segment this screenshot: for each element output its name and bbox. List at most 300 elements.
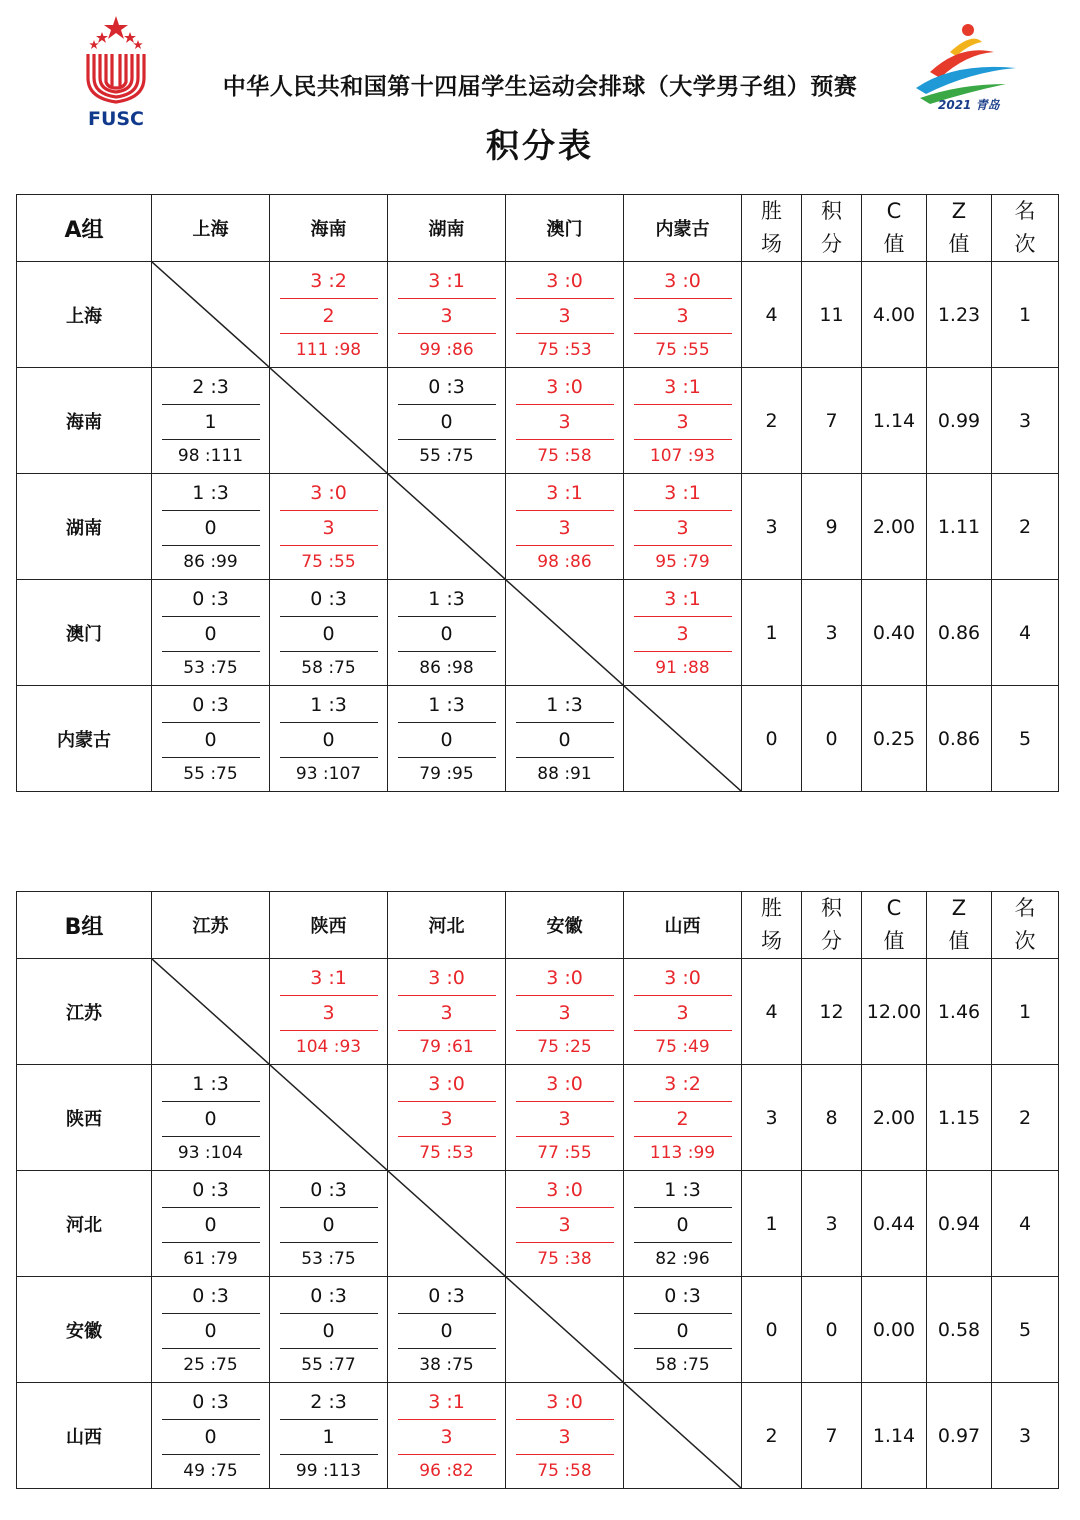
match-result-cell xyxy=(506,686,624,792)
match-result xyxy=(506,264,623,366)
match-result xyxy=(388,370,505,472)
rally-points: 91 :88 xyxy=(655,657,710,678)
match-result-cell xyxy=(152,474,270,580)
match-result xyxy=(270,961,387,1063)
z-value: 0.99 xyxy=(927,368,992,474)
set-score: 1 :3 xyxy=(516,688,614,723)
rally-points: 61 :79 xyxy=(183,1248,238,1269)
rank-value: 3 xyxy=(992,368,1059,474)
row-team-name: 海南 xyxy=(17,368,152,474)
row-team-name: 上海 xyxy=(17,262,152,368)
points-value: 3 xyxy=(802,1171,862,1277)
set-score: 3 :0 xyxy=(516,961,614,996)
c-value: 12.00 xyxy=(862,959,927,1065)
c-value: 2.00 xyxy=(862,474,927,580)
match-points: 3 xyxy=(634,511,732,546)
table-header-row xyxy=(17,892,1059,959)
column-team-name: 安徽 xyxy=(506,892,624,959)
set-score: 0 :3 xyxy=(162,1385,260,1420)
rally-points: 98 :86 xyxy=(537,551,592,572)
set-score: 1 :3 xyxy=(398,688,496,723)
set-score: 1 :3 xyxy=(162,476,260,511)
diagonal-cell xyxy=(152,262,270,368)
rank-value: 1 xyxy=(992,262,1059,368)
rally-points: 58 :75 xyxy=(655,1354,710,1375)
match-result-cell xyxy=(270,1171,388,1277)
match-points: 1 xyxy=(162,405,260,440)
rally-points: 55 :77 xyxy=(301,1354,356,1375)
set-score: 3 :1 xyxy=(398,264,496,299)
diagonal-line xyxy=(624,1383,741,1488)
match-result xyxy=(506,476,623,578)
set-score: 0 :3 xyxy=(162,1173,260,1208)
table-row xyxy=(17,1171,1059,1277)
wins-value: 2 xyxy=(742,368,802,474)
match-result-cell xyxy=(270,262,388,368)
match-result xyxy=(624,264,741,366)
stat-header-cell xyxy=(742,195,802,262)
match-points: 3 xyxy=(516,996,614,1031)
set-score: 0 :3 xyxy=(162,1279,260,1314)
points-value: 0 xyxy=(802,1277,862,1383)
row-team-name: 江苏 xyxy=(17,959,152,1065)
set-score: 0 :3 xyxy=(280,582,378,617)
wins-value: 4 xyxy=(742,262,802,368)
c-value: 2.00 xyxy=(862,1065,927,1171)
stat-header: Z值 xyxy=(948,896,970,953)
diagonal-line xyxy=(624,686,741,791)
match-result-cell xyxy=(152,686,270,792)
match-result-cell xyxy=(152,1277,270,1383)
stat-header: 积分 xyxy=(821,896,842,953)
z-value: 0.86 xyxy=(927,580,992,686)
table-row xyxy=(17,368,1059,474)
column-team-name: 江苏 xyxy=(152,892,270,959)
match-result xyxy=(506,688,623,790)
set-score: 2 :3 xyxy=(280,1385,378,1420)
stat-header: C值 xyxy=(883,896,905,953)
stat-header: 名次 xyxy=(1014,199,1036,256)
group-name: B组 xyxy=(17,892,152,959)
match-result xyxy=(270,688,387,790)
match-points: 3 xyxy=(280,996,378,1031)
match-result-cell xyxy=(388,368,506,474)
rank-value: 3 xyxy=(992,1383,1059,1489)
row-team-name: 河北 xyxy=(17,1171,152,1277)
rally-points: 107 :93 xyxy=(649,445,716,466)
match-result-cell xyxy=(506,959,624,1065)
rally-points: 25 :75 xyxy=(183,1354,238,1375)
rally-points: 75 :38 xyxy=(537,1248,592,1269)
points-value: 0 xyxy=(802,686,862,792)
table-row xyxy=(17,959,1059,1065)
match-result xyxy=(152,1385,269,1487)
match-points: 0 xyxy=(162,511,260,546)
rally-points: 93 :104 xyxy=(177,1142,244,1163)
match-result-cell xyxy=(270,580,388,686)
diagonal-cell xyxy=(152,959,270,1065)
match-result xyxy=(152,688,269,790)
page-subtitle: 积分表 xyxy=(486,126,594,165)
group-name: A组 xyxy=(17,195,152,262)
match-points: 3 xyxy=(516,299,614,334)
set-score: 0 :3 xyxy=(280,1173,378,1208)
stat-header-cell xyxy=(927,195,992,262)
z-value: 1.11 xyxy=(927,474,992,580)
match-result-cell xyxy=(506,1065,624,1171)
match-points: 3 xyxy=(398,1102,496,1137)
match-result-cell xyxy=(624,368,742,474)
diagonal-line xyxy=(506,580,623,685)
match-result-cell xyxy=(624,580,742,686)
diagonal-cell xyxy=(506,1277,624,1383)
set-score: 3 :1 xyxy=(634,582,732,617)
match-points: 2 xyxy=(280,299,378,334)
match-result-cell xyxy=(624,1065,742,1171)
match-points: 3 xyxy=(516,1420,614,1455)
match-result xyxy=(270,476,387,578)
column-team-name: 澳门 xyxy=(506,195,624,262)
points-value: 7 xyxy=(802,1383,862,1489)
match-result xyxy=(388,264,505,366)
match-points: 3 xyxy=(634,299,732,334)
match-result-cell xyxy=(388,262,506,368)
match-points: 3 xyxy=(516,511,614,546)
match-result-cell xyxy=(388,959,506,1065)
match-points: 0 xyxy=(516,723,614,758)
rank-value: 2 xyxy=(992,474,1059,580)
z-value: 0.86 xyxy=(927,686,992,792)
match-result-cell xyxy=(270,1277,388,1383)
match-result xyxy=(506,1385,623,1487)
match-result xyxy=(270,1385,387,1487)
match-points: 0 xyxy=(280,723,378,758)
rank-value: 5 xyxy=(992,686,1059,792)
set-score: 1 :3 xyxy=(634,1173,732,1208)
stat-header: 积分 xyxy=(821,199,842,256)
z-value: 0.58 xyxy=(927,1277,992,1383)
table-row xyxy=(17,1277,1059,1383)
c-value: 0.40 xyxy=(862,580,927,686)
rally-points: 79 :95 xyxy=(419,763,474,784)
z-value: 1.15 xyxy=(927,1065,992,1171)
c-value: 1.14 xyxy=(862,1383,927,1489)
match-result xyxy=(624,1173,741,1275)
set-score: 3 :0 xyxy=(398,1067,496,1102)
match-result xyxy=(506,1067,623,1169)
match-result xyxy=(388,688,505,790)
wins-value: 1 xyxy=(742,1171,802,1277)
points-value: 12 xyxy=(802,959,862,1065)
column-team-name: 上海 xyxy=(152,195,270,262)
match-points: 3 xyxy=(398,1420,496,1455)
stat-header: 胜场 xyxy=(761,896,782,953)
table-header-row xyxy=(17,195,1059,262)
match-result-cell xyxy=(152,1171,270,1277)
rally-points: 96 :82 xyxy=(419,1460,474,1481)
diagonal-cell xyxy=(388,1171,506,1277)
rally-points: 55 :75 xyxy=(183,763,238,784)
set-score: 3 :1 xyxy=(634,476,732,511)
fusc-logo-text: FUSC xyxy=(87,108,145,130)
match-points: 0 xyxy=(162,723,260,758)
column-team-name: 海南 xyxy=(270,195,388,262)
match-result-cell xyxy=(152,580,270,686)
match-points: 0 xyxy=(162,1420,260,1455)
diagonal-cell xyxy=(624,686,742,792)
rank-value: 4 xyxy=(992,580,1059,686)
match-result xyxy=(152,370,269,472)
match-points: 0 xyxy=(162,1314,260,1349)
match-points: 0 xyxy=(398,405,496,440)
match-result-cell xyxy=(624,959,742,1065)
set-score: 3 :1 xyxy=(516,476,614,511)
set-score: 3 :0 xyxy=(280,476,378,511)
rank-value: 1 xyxy=(992,959,1059,1065)
row-team-name: 内蒙古 xyxy=(17,686,152,792)
match-result xyxy=(270,1173,387,1275)
z-value: 0.97 xyxy=(927,1383,992,1489)
match-result xyxy=(624,370,741,472)
wins-value: 2 xyxy=(742,1383,802,1489)
diagonal-line xyxy=(270,1065,387,1170)
z-value: 0.94 xyxy=(927,1171,992,1277)
match-result xyxy=(506,370,623,472)
match-result-cell xyxy=(388,1277,506,1383)
set-score: 0 :3 xyxy=(398,370,496,405)
match-result xyxy=(388,1279,505,1381)
rally-points: 55 :75 xyxy=(419,445,474,466)
match-result-cell xyxy=(270,474,388,580)
set-score: 1 :3 xyxy=(398,582,496,617)
match-points: 0 xyxy=(162,1208,260,1243)
z-value: 1.23 xyxy=(927,262,992,368)
match-points: 3 xyxy=(516,1102,614,1137)
rally-points: 75 :53 xyxy=(537,339,592,360)
match-result xyxy=(270,264,387,366)
match-points: 3 xyxy=(516,1208,614,1243)
match-result xyxy=(388,961,505,1063)
set-score: 2 :3 xyxy=(162,370,260,405)
set-score: 3 :1 xyxy=(280,961,378,996)
rally-points: 75 :49 xyxy=(655,1036,710,1057)
rally-points: 113 :99 xyxy=(649,1142,716,1163)
match-result-cell xyxy=(624,474,742,580)
match-result xyxy=(152,582,269,684)
rally-points: 86 :98 xyxy=(419,657,474,678)
match-points: 0 xyxy=(280,1314,378,1349)
wins-value: 3 xyxy=(742,474,802,580)
match-result xyxy=(152,1067,269,1169)
match-result xyxy=(152,1173,269,1275)
match-points: 1 xyxy=(280,1420,378,1455)
stat-header-cell xyxy=(927,892,992,959)
match-result xyxy=(388,582,505,684)
match-result-cell xyxy=(388,686,506,792)
rally-points: 99 :86 xyxy=(419,339,474,360)
match-points: 0 xyxy=(162,617,260,652)
set-score: 3 :2 xyxy=(280,264,378,299)
rally-points: 75 :55 xyxy=(301,551,356,572)
match-result-cell xyxy=(270,686,388,792)
rally-points: 88 :91 xyxy=(537,763,592,784)
match-result-cell xyxy=(506,368,624,474)
rally-points: 79 :61 xyxy=(419,1036,474,1057)
c-value: 0.44 xyxy=(862,1171,927,1277)
row-team-name: 安徽 xyxy=(17,1277,152,1383)
c-value: 0.25 xyxy=(862,686,927,792)
table-row xyxy=(17,686,1059,792)
rally-points: 49 :75 xyxy=(183,1460,238,1481)
match-result-cell xyxy=(624,262,742,368)
stat-header-cell xyxy=(802,892,862,959)
stat-header-cell xyxy=(802,195,862,262)
row-team-name: 澳门 xyxy=(17,580,152,686)
match-points: 3 xyxy=(634,996,732,1031)
wins-value: 0 xyxy=(742,686,802,792)
set-score: 3 :0 xyxy=(516,1385,614,1420)
diagonal-cell xyxy=(506,580,624,686)
table-row xyxy=(17,474,1059,580)
rally-points: 38 :75 xyxy=(419,1354,474,1375)
set-score: 1 :3 xyxy=(162,1067,260,1102)
set-score: 3 :0 xyxy=(516,1173,614,1208)
stat-header-cell xyxy=(862,892,927,959)
match-result xyxy=(624,476,741,578)
set-score: 1 :3 xyxy=(280,688,378,723)
rally-points: 58 :75 xyxy=(301,657,356,678)
match-points: 0 xyxy=(398,723,496,758)
points-value: 8 xyxy=(802,1065,862,1171)
rank-value: 2 xyxy=(992,1065,1059,1171)
match-result xyxy=(506,961,623,1063)
match-result xyxy=(152,1279,269,1381)
points-value: 11 xyxy=(802,262,862,368)
stat-header-cell xyxy=(862,195,927,262)
wins-value: 0 xyxy=(742,1277,802,1383)
rally-points: 75 :55 xyxy=(655,339,710,360)
wins-value: 4 xyxy=(742,959,802,1065)
match-points: 3 xyxy=(398,299,496,334)
stat-header: 胜场 xyxy=(761,199,782,256)
rally-points: 75 :25 xyxy=(537,1036,592,1057)
match-points: 0 xyxy=(280,617,378,652)
match-points: 0 xyxy=(634,1208,732,1243)
match-result-cell xyxy=(152,1383,270,1489)
z-value: 1.46 xyxy=(927,959,992,1065)
match-result-cell xyxy=(152,368,270,474)
group-b-table xyxy=(16,891,1059,1489)
set-score: 3 :0 xyxy=(516,370,614,405)
match-points: 3 xyxy=(634,617,732,652)
wins-value: 1 xyxy=(742,580,802,686)
table-row xyxy=(17,1065,1059,1171)
match-result-cell xyxy=(506,1171,624,1277)
rank-value: 4 xyxy=(992,1171,1059,1277)
match-points: 3 xyxy=(280,511,378,546)
match-result-cell xyxy=(270,1383,388,1489)
match-result-cell xyxy=(624,1171,742,1277)
row-team-name: 陕西 xyxy=(17,1065,152,1171)
rally-points: 98 :111 xyxy=(177,445,244,466)
points-value: 9 xyxy=(802,474,862,580)
stat-header-cell xyxy=(742,892,802,959)
rally-points: 53 :75 xyxy=(183,657,238,678)
set-score: 0 :3 xyxy=(162,688,260,723)
rally-points: 53 :75 xyxy=(301,1248,356,1269)
match-result xyxy=(152,476,269,578)
diagonal-line xyxy=(152,262,269,367)
rally-points: 95 :79 xyxy=(655,551,710,572)
set-score: 3 :0 xyxy=(516,1067,614,1102)
rally-points: 75 :58 xyxy=(537,1460,592,1481)
table-row xyxy=(17,1383,1059,1489)
stat-header: Z值 xyxy=(948,199,970,256)
c-value: 4.00 xyxy=(862,262,927,368)
match-result xyxy=(506,1173,623,1275)
match-points: 3 xyxy=(634,405,732,440)
column-team-name: 陕西 xyxy=(270,892,388,959)
rally-points: 77 :55 xyxy=(537,1142,592,1163)
stat-header-cell xyxy=(992,195,1059,262)
match-result-cell xyxy=(506,1383,624,1489)
match-result-cell xyxy=(152,1065,270,1171)
set-score: 3 :0 xyxy=(398,961,496,996)
match-result xyxy=(270,1279,387,1381)
set-score: 3 :0 xyxy=(634,961,732,996)
match-result-cell xyxy=(388,1065,506,1171)
match-points: 0 xyxy=(398,1314,496,1349)
stat-header: C值 xyxy=(883,199,905,256)
table-row xyxy=(17,262,1059,368)
table-row xyxy=(17,580,1059,686)
match-points: 0 xyxy=(398,617,496,652)
set-score: 3 :1 xyxy=(398,1385,496,1420)
wins-value: 3 xyxy=(742,1065,802,1171)
match-points: 3 xyxy=(398,996,496,1031)
match-points: 3 xyxy=(516,405,614,440)
match-result xyxy=(624,1279,741,1381)
match-result xyxy=(270,582,387,684)
match-result-cell xyxy=(270,959,388,1065)
match-result xyxy=(624,961,741,1063)
row-team-name: 山西 xyxy=(17,1383,152,1489)
rally-points: 82 :96 xyxy=(655,1248,710,1269)
set-score: 0 :3 xyxy=(398,1279,496,1314)
match-result-cell xyxy=(388,1383,506,1489)
match-points: 0 xyxy=(280,1208,378,1243)
match-result xyxy=(388,1385,505,1487)
match-result xyxy=(624,582,741,684)
match-result-cell xyxy=(388,580,506,686)
diagonal-cell xyxy=(624,1383,742,1489)
stat-header-cell xyxy=(992,892,1059,959)
row-team-name: 湖南 xyxy=(17,474,152,580)
set-score: 3 :2 xyxy=(634,1067,732,1102)
column-team-name: 内蒙古 xyxy=(624,195,742,262)
match-points: 0 xyxy=(162,1102,260,1137)
fusc-logo xyxy=(80,16,152,134)
points-value: 7 xyxy=(802,368,862,474)
diagonal-cell xyxy=(388,474,506,580)
match-result xyxy=(624,1067,741,1169)
rally-points: 75 :58 xyxy=(537,445,592,466)
page-title: 中华人民共和国第十四届学生运动会排球（大学男子组）预赛 xyxy=(222,74,858,100)
diagonal-line xyxy=(388,1171,505,1276)
c-value: 1.14 xyxy=(862,368,927,474)
column-team-name: 湖南 xyxy=(388,195,506,262)
c-value: 0.00 xyxy=(862,1277,927,1383)
